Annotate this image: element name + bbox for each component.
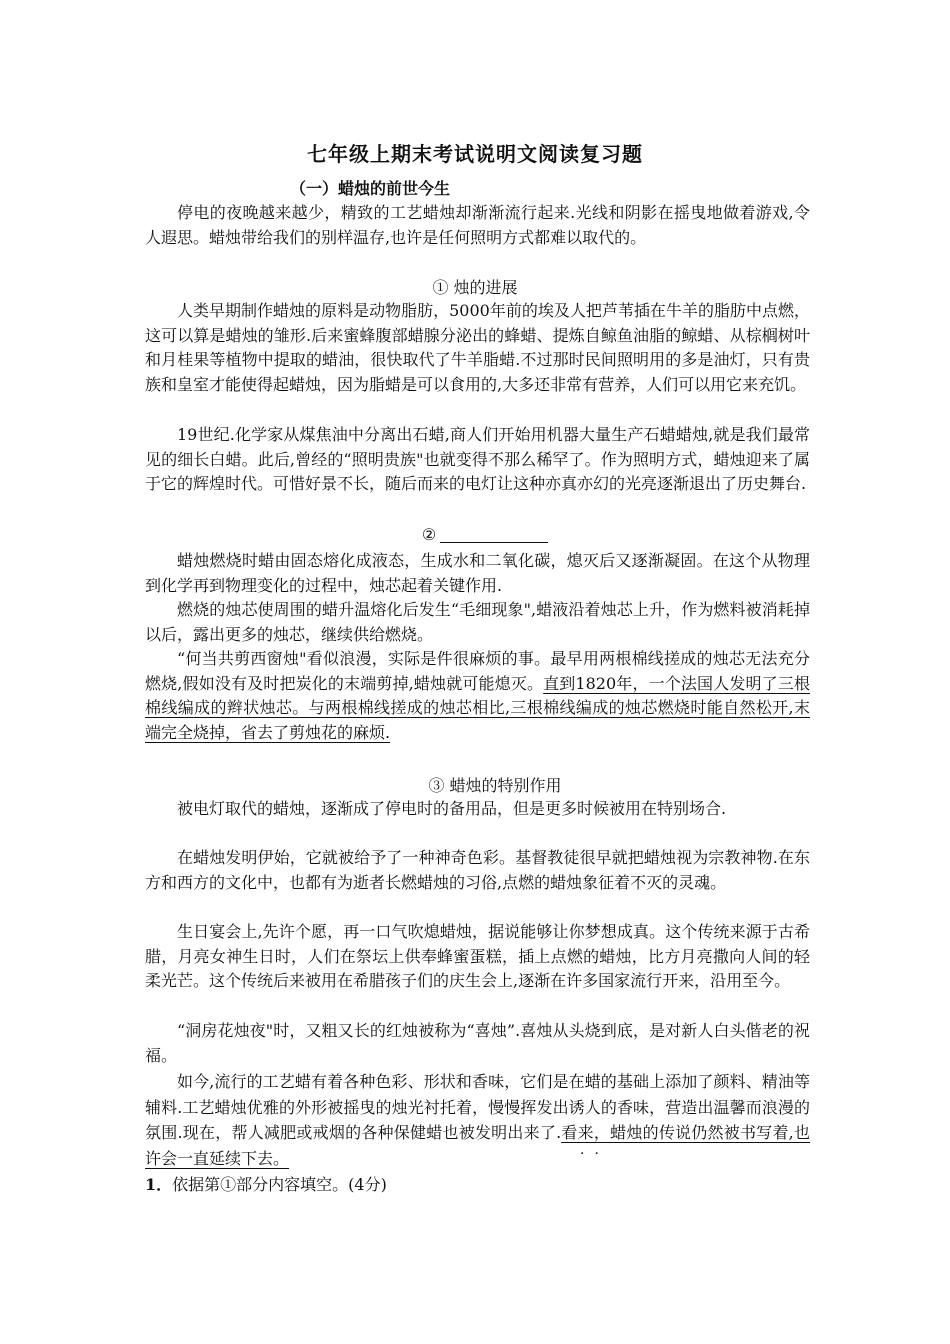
section-1-paragraph-1: 人类早期制作蜡烛的原料是动物脂肪，5000年前的埃及人把芦苇插在牛羊的脂肪中点燃，这可以算是蜡烛的雏形.后来蜜蜂腹部蜡腺分泌出的蜂蜡、提炼自鲸鱼油脂的鲸蜡、从棕榈树叶和月桂果等植物中提取的蜡油，很快取代了牛羊脂蜡.不过那时民间照明用的多是油灯，只有贵族和皇室才能使得起蜡烛，因为脂蜡是可以食用的,大多还非常有营养，人们可以用它来充饥。 bbox=[145, 301, 810, 394]
question-1-text: 依据第①部分内容填空。(4分) bbox=[172, 1175, 387, 1194]
section-3-paragraph-4: “洞房花烛夜"时，又粗又长的红烛被称为“喜烛”.喜烛从头烧到底，是对新人白头偕老的祝福。 bbox=[145, 1021, 810, 1065]
section-2-number: ② bbox=[421, 525, 437, 544]
section-2-paragraph-3-text: “何当共剪西窗烛"看似浪漫，实际是件很麻烦的事。最早用两根棉线搓成的烛芯无法充分燃烧,假如没有及时把炭化的末端剪掉,蜡烛就可能熄灭。 bbox=[145, 649, 810, 693]
question-1-number: 1． bbox=[145, 1175, 173, 1194]
underlined-sentence-1: 直到1820年，一个法国人发明了三根棉线编成的辫状烛芯。与两根棉线搓成的烛芯相比,三根棉线编成的烛芯燃烧时能自然松开,末端完全烧掉，省去了剪烛花的麻烦. bbox=[145, 673, 810, 742]
intro-paragraph: 停电的夜晚越来越少，精致的工艺蜡烛却渐渐流行起来.光线和阴影在摇曳地做着游戏,令人遐思。蜡烛带给我们的别样温存,也许是任何照明方式都难以取代的。 bbox=[145, 203, 810, 247]
emphasis-dots: ·· bbox=[580, 1146, 609, 1162]
section-3-heading: ③ 蜡烛的特别作用 bbox=[428, 776, 562, 795]
section-2-title-blank bbox=[440, 526, 548, 543]
section-3-paragraph-3: 生日宴会上,先许个愿，再一口气吹熄蜡烛，据说能够让你梦想成真。这个传统来源于古希腊，月亮女神生日时，人们在祭坛上供奉蜂蜜蛋糕，插上点燃的蜡烛，比方月亮撒向人间的轻柔光芒。这个传统后来被用在希腊孩子们的庆生会上,逐渐在许多国家流行开来，沿用至今。 bbox=[145, 922, 810, 990]
section-3-paragraph-1: 被电灯取代的蜡烛，逐渐成了停电时的备用品，但是更多时候被用在特别场合. bbox=[177, 799, 727, 818]
section-2-heading bbox=[10, 525, 950, 544]
section-3-paragraph-2: 在蜡烛发明伊始，它就被给予了一种神奇色彩。基督教徒很早就把蜡烛视为宗教神物.在东方和西方的文化中，也都有为逝者长燃蜡烛的习俗,点燃的蜡烛象征着不灭的灵魂。 bbox=[145, 848, 810, 892]
section-1-paragraph-2: 19世纪.化学家从煤焦油中分离出石蜡,商人们开始用机器大量生产石蜡蜡烛,就是我们最常见的细长白蜡。此后,曾经的“照明贵族"也就变得不那么稀罕了。作为照明方式，蜡烛迎来了属于它的辉煌时代。可惜好景不长，随后而来的电灯让这种亦真亦幻的光亮逐渐退出了历史舞台. bbox=[145, 425, 810, 493]
page-title: 七年级上期末考试说明文阅读复习题 bbox=[307, 142, 643, 166]
article-title: （一）蜡烛的前世今生 bbox=[290, 179, 451, 198]
section-3-paragraph-5-text: 如今,流行的工艺蜡有着各种色彩、形状和香味，它们是在蜡的基础上添加了颜料、精油等辅料.工艺蜡烛优雅的外形被摇曳的烛光衬托着，慢慢挥发出诱人的香味，营造出温馨而浪漫的氛围.现在，帮人减肥或戒烟的各种保健蜡也被发明出来了. bbox=[145, 1072, 810, 1142]
underlined-sentence-2: 看来，蜡烛的传说仍然被书写着,也许会一直延续下去。 bbox=[145, 1123, 810, 1168]
question-1 bbox=[145, 1172, 387, 1195]
section-3-paragraph-5 bbox=[145, 1069, 810, 1171]
section-2-paragraph-3 bbox=[145, 647, 810, 745]
section-2-paragraph-1: 蜡烛燃烧时蜡由固态熔化成液态，生成水和二氧化碳，熄灭后又逐渐凝固。在这个从物理到化学再到物理变化的过程中，烛芯起着关键作用. bbox=[145, 551, 810, 595]
section-1-heading: ① 烛的进展 bbox=[432, 278, 518, 297]
section-2-paragraph-2: 燃烧的烛芯使周围的蜡升温熔化后发生“毛细现象",蜡液沿着烛芯上升，作为燃料被消耗掉以后，露出更多的烛芯，继续供给燃烧。 bbox=[145, 600, 810, 644]
